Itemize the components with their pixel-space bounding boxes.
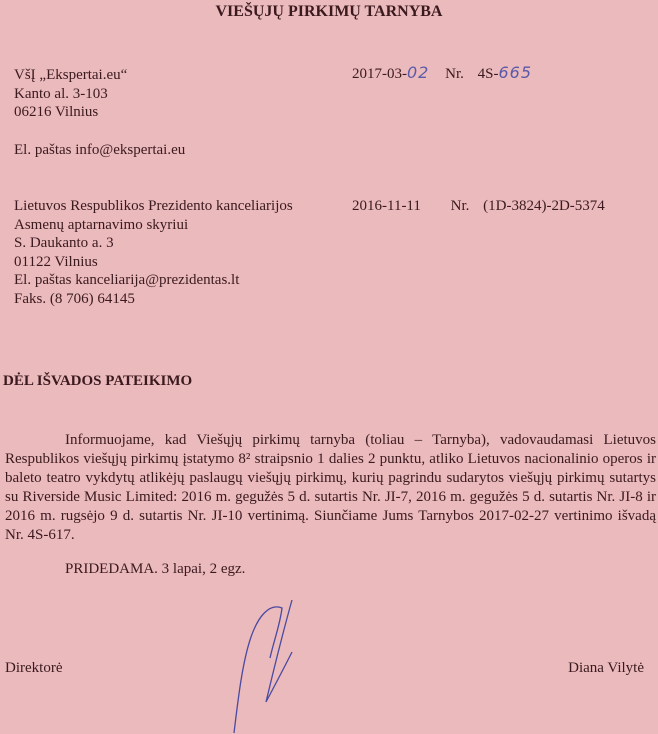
incoming-nr-label: Nr.	[450, 198, 470, 214]
recipient1-line: Kanto al. 3-103	[14, 85, 108, 102]
attachment-note: PRIDEDAMA. 3 lapai, 2 egz.	[65, 561, 246, 577]
incoming-number: (1D-3824)-2D-5374	[483, 198, 605, 214]
signature-stroke	[266, 600, 292, 702]
recipient2-line: El. paštas kanceliarija@prezidentas.lt	[14, 272, 240, 288]
signatory-position: Direktorė	[5, 660, 63, 676]
recipient2-line: 01122 Vilnius	[14, 253, 98, 270]
recipient2-line: S. Daukanto a. 3	[14, 235, 114, 251]
recipient1-line: 06216 Vilnius	[14, 104, 99, 120]
signatory-name: Diana Vilytė	[568, 660, 644, 676]
incoming-date: 2016-11-11	[352, 198, 421, 214]
outgoing-number-handwritten: 665	[498, 63, 532, 82]
recipient1-line: VšĮ „Ekspertai.eu“	[14, 67, 128, 83]
outgoing-date-handwritten: 02	[407, 63, 430, 82]
body-paragraph-text: Informuojame, kad Viešųjų pirkimų tarnyba (toliau – Tarnyba), vadovaudamasi Lietuvos Respublikos viešųjų pirkimų įstatymo 8² straipsnio 1 dalies 2 punktu, atliko Lietuvos nacionalinio operos ir baleto teatro vykdytų atlikėjų paslaugų viešųjų pirkimų, kurių pagrindu sudarytos viešųjų pirkimų sutartys su Riverside Music Limited: 2016 m. gegužės 5 d. sutartis Nr. JI-7, 2016 m. gegužės 5 d. sutartis Nr. JI-8 ir 2016 m. rugsėjo 9 d. sutartis Nr. JI-10 vertinimą. Siunčiame Jums Tarnybos 2017-02-27 vertinimo išvadą Nr. 4S-617.	[5, 432, 656, 543]
outgoing-date: 2017-03-	[352, 66, 407, 82]
recipient2-line: Asmenų aptarnavimo skyriui	[14, 216, 189, 233]
outgoing-number: 4S-	[477, 66, 499, 82]
outgoing-nr-label: Nr.	[445, 66, 464, 82]
recipient1-email: El. paštas info@ekspertai.eu	[14, 142, 186, 158]
agency-title: VIEŠŲJŲ PIRKIMŲ TARNYBA	[215, 3, 443, 20]
recipient2-line: Lietuvos Respublikos Prezidento kanceliarijos	[14, 198, 293, 214]
subject-heading: DĖL IŠVADOS PATEIKIMO	[3, 373, 193, 389]
signature-stroke	[234, 607, 282, 733]
recipient2-line: Faks. (8 706) 64145	[14, 290, 135, 307]
